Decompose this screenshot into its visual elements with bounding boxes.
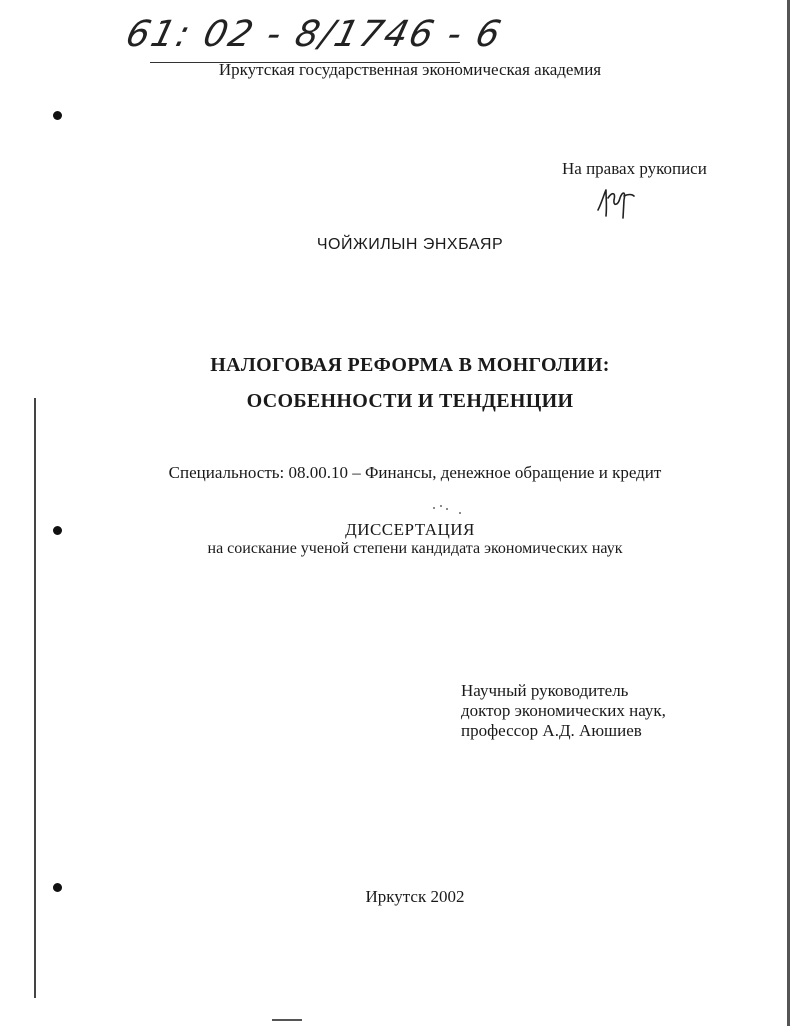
signature [594,184,638,220]
institution-name: Иркутская государственная экономическая академия [218,60,602,79]
document-type: ДИССЕРТАЦИЯ [345,520,475,539]
advisor-role: Научный руководитель [461,681,629,700]
manuscript-rights-note: На правах рукописи [562,159,707,178]
scientific-advisor-block [461,681,666,741]
scan-speckle [440,505,442,507]
scan-speckle [446,508,448,510]
dissertation-title-line-2: ОСОБЕННОСТИ И ТЕНДЕНЦИИ [246,390,574,412]
archive-handwritten-code: 61: 02 - 8/1746 - 6 [121,14,507,55]
scan-speckle [433,507,435,509]
degree-line: на соискание ученой степени кандидата экономических наук [207,540,623,557]
binding-hole-mark [53,111,62,120]
advisor-name: профессор А.Д. Аюшиев [461,721,642,740]
scan-speckle [459,512,461,514]
scan-margin-line [34,398,36,998]
author-name: ЧОЙЖИЛЫН ЭНХБАЯР [316,236,504,253]
dissertation-title-line-1: НАЛОГОВАЯ РЕФОРМА В МОНГОЛИИ: [210,354,610,376]
scan-bottom-mark [272,1019,302,1021]
advisor-degree: доктор экономических наук, [461,701,666,720]
city-and-year: Иркутск 2002 [365,887,465,906]
scan-edge-line [787,0,790,1026]
specialty-line: Специальность: 08.00.10 – Финансы, денежное обращение и кредит [168,463,662,482]
